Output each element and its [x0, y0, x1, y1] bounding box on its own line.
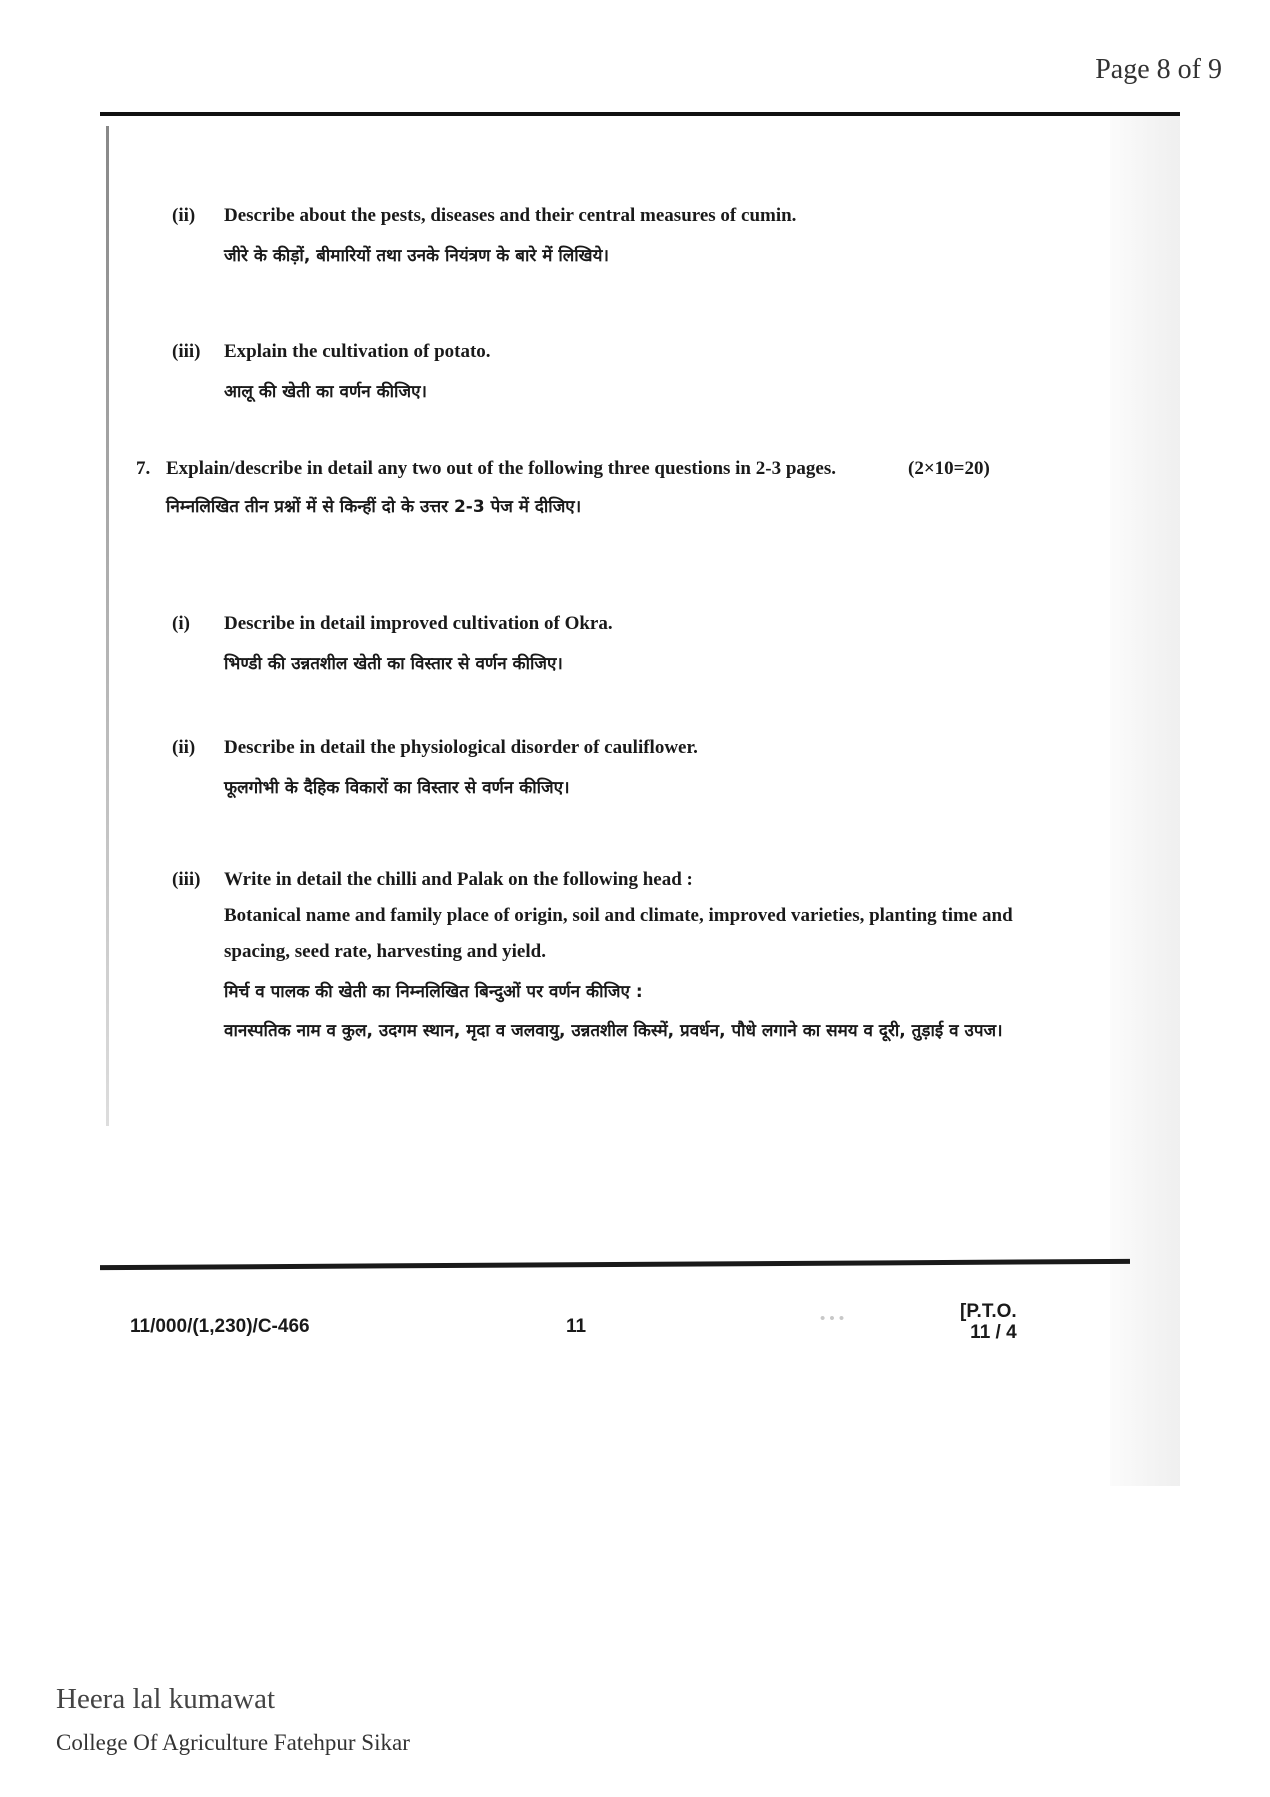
question-marks: (2×10=20) — [908, 458, 990, 479]
question-text-en: Describe in detail the physiological disorder of cauliflower. — [224, 737, 698, 758]
pto-text: [P.T.O. — [960, 1301, 1017, 1322]
question-text-en: Write in detail the chilli and Palak on the following head : — [224, 869, 693, 890]
college-name: College Of Agriculture Fatehpur Sikar — [56, 1730, 410, 1755]
question-instruction-en: Explain/describe in detail any two out of the following three questions in 2-3 pages. — [166, 458, 836, 479]
question-number: 7. — [136, 458, 151, 479]
question-7 — [136, 458, 1036, 517]
item-number: (i) — [172, 613, 190, 634]
question-text-hi: मिर्च व पालक की खेती का निम्नलिखित बिन्दुओं पर वर्णन कीजिए : — [224, 982, 643, 1003]
item-number: (ii) — [172, 737, 196, 758]
question-text-hi: फूलगोभी के दैहिक विकारों का विस्तार से वर्णन कीजिए। — [224, 778, 570, 799]
question-text-en: Describe in detail improved cultivation of Okra. — [224, 613, 613, 634]
faint-stamp: • • • — [820, 1310, 845, 1327]
question-text-en: Explain the cultivation of potato. — [224, 341, 491, 362]
sheet-number: 11 / 4 — [970, 1321, 1017, 1343]
question-subtext-hi: वानस्पतिक नाम व कुल, उदगम स्थान, मृदा व जलवायु, उन्नतशील किस्में, प्रवर्धन, पौधे लगाने का समय व दूरी, तुड़ाई व उपज। — [224, 1020, 1003, 1041]
question-text-hi: भिण्डी की उन्नतशील खेती का विस्तार से वर्णन कीजिए। — [224, 654, 563, 675]
question-7-iii — [172, 862, 1052, 1047]
pto-marker — [960, 1302, 1017, 1344]
question-text-en: Describe about the pests, diseases and their central measures of cumin. — [224, 205, 797, 226]
item-number: (iii) — [172, 869, 201, 890]
question-6-ii — [172, 198, 1052, 272]
question-7-i — [172, 606, 1052, 680]
paper-page-number: 11 — [566, 1316, 587, 1337]
question-text-hi: जीरे के कीड़ों, बीमारियों तथा उनके नियंत्रण के बारे में लिखिये। — [224, 246, 609, 267]
question-6-iii — [172, 334, 1052, 408]
question-7-ii — [172, 730, 1052, 804]
page-number: Page 8 of 9 — [1095, 54, 1222, 85]
question-text-hi: आलू की खेती का वर्णन कीजिए। — [224, 382, 427, 403]
scan-edge-shadow — [106, 126, 109, 1126]
question-subtext-en: Botanical name and family place of origin, soil and climate, improved varieties, planting time and spacing, seed rate, harvesting and yield. — [224, 905, 1013, 963]
question-instruction-hi: निम्नलिखित तीन प्रश्नों में से किन्हीं दो के उत्तर 2-3 पेज में दीजिए। — [166, 497, 582, 517]
item-number: (ii) — [172, 205, 196, 226]
paper-code: 11/000/(1,230)/C-466 — [130, 1316, 310, 1337]
scan-margin-shadow — [1110, 116, 1180, 1486]
scanned-exam-page — [100, 112, 1180, 1486]
author-name: Heera lal kumawat — [56, 1683, 276, 1715]
item-number: (iii) — [172, 341, 201, 362]
